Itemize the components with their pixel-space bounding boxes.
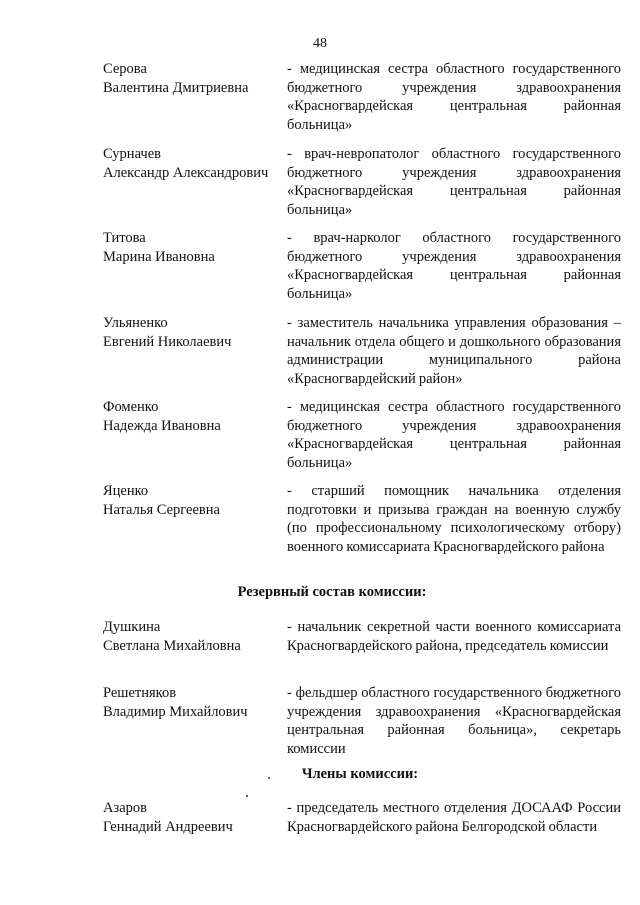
member-name xyxy=(103,618,283,655)
member-name xyxy=(103,398,283,435)
member-name xyxy=(103,684,283,721)
member-role: - медицинская сестра областного государственного бюджетного учреждения здравоохранения «Красногвардейская центральная районная больница» xyxy=(287,61,621,133)
member-name xyxy=(103,229,283,266)
member-surname: Азаров xyxy=(103,800,147,816)
member-name xyxy=(103,314,283,351)
scan-speck xyxy=(246,795,248,797)
member-surname: Титова xyxy=(103,230,146,246)
member-surname: Яценко xyxy=(103,483,149,499)
member-given-name: Наталья Сергеевна xyxy=(103,501,220,518)
member-given-name: Светлана Михайловна xyxy=(103,637,241,654)
members-heading: Члены комиссии: xyxy=(301,766,419,782)
member-role: - медицинская сестра областного государственного бюджетного учреждения здравоохранения «Красногвардейская центральная районная больница» xyxy=(287,399,621,471)
member-given-name: Владимир Михайлович xyxy=(103,703,248,720)
member-surname: Фоменко xyxy=(103,399,159,415)
member-name xyxy=(103,482,283,519)
member-surname: Решетняков xyxy=(103,685,177,701)
page-number: 48 xyxy=(313,36,327,51)
member-given-name: Александр Александрович xyxy=(103,164,269,181)
member-role: - начальник секретной части военного комиссариата Красногвардейского района, председатель комиссии xyxy=(287,619,621,654)
reserve-heading: Резервный состав комиссии: xyxy=(237,584,427,600)
member-given-name: Евгений Николаевич xyxy=(103,333,232,350)
member-role: - старший помощник начальника отделения подготовки и призыва граждан на военную службу (по профессиональному психологическому отбору) военного комиссариата Красногвардейского района xyxy=(287,483,621,555)
member-given-name: Валентина Дмитриевна xyxy=(103,79,249,96)
member-given-name: Надежда Ивановна xyxy=(103,417,221,434)
member-surname: Душкина xyxy=(103,619,161,635)
member-name xyxy=(103,60,283,97)
member-surname: Ульяненко xyxy=(103,315,168,331)
member-surname: Серова xyxy=(103,61,147,77)
member-name xyxy=(103,799,283,836)
member-name xyxy=(103,145,283,182)
member-given-name: Марина Ивановна xyxy=(103,248,215,265)
member-role: - фельдшер областного государственного бюджетного учреждения здравоохранения «Красногвардейская центральная районная больница», секретарь комиссии xyxy=(287,685,621,757)
member-role: - врач-невропатолог областного государственного бюджетного учреждения здравоохранения «Красногвардейская центральная районная больница» xyxy=(287,146,621,218)
member-surname: Сурначев xyxy=(103,146,161,162)
member-given-name: Геннадий Андреевич xyxy=(103,818,233,835)
member-role: - председатель местного отделения ДОСААФ России Красногвардейского района Белгородской области xyxy=(287,800,621,835)
member-role: - заместитель начальника управления образования – начальник отдела общего и дошкольного образования администрации муниципального района «Красногвардейский район» xyxy=(287,315,621,387)
member-role: - врач-нарколог областного государственного бюджетного учреждения здравоохранения «Красногвардейская центральная районная больница» xyxy=(287,230,621,302)
